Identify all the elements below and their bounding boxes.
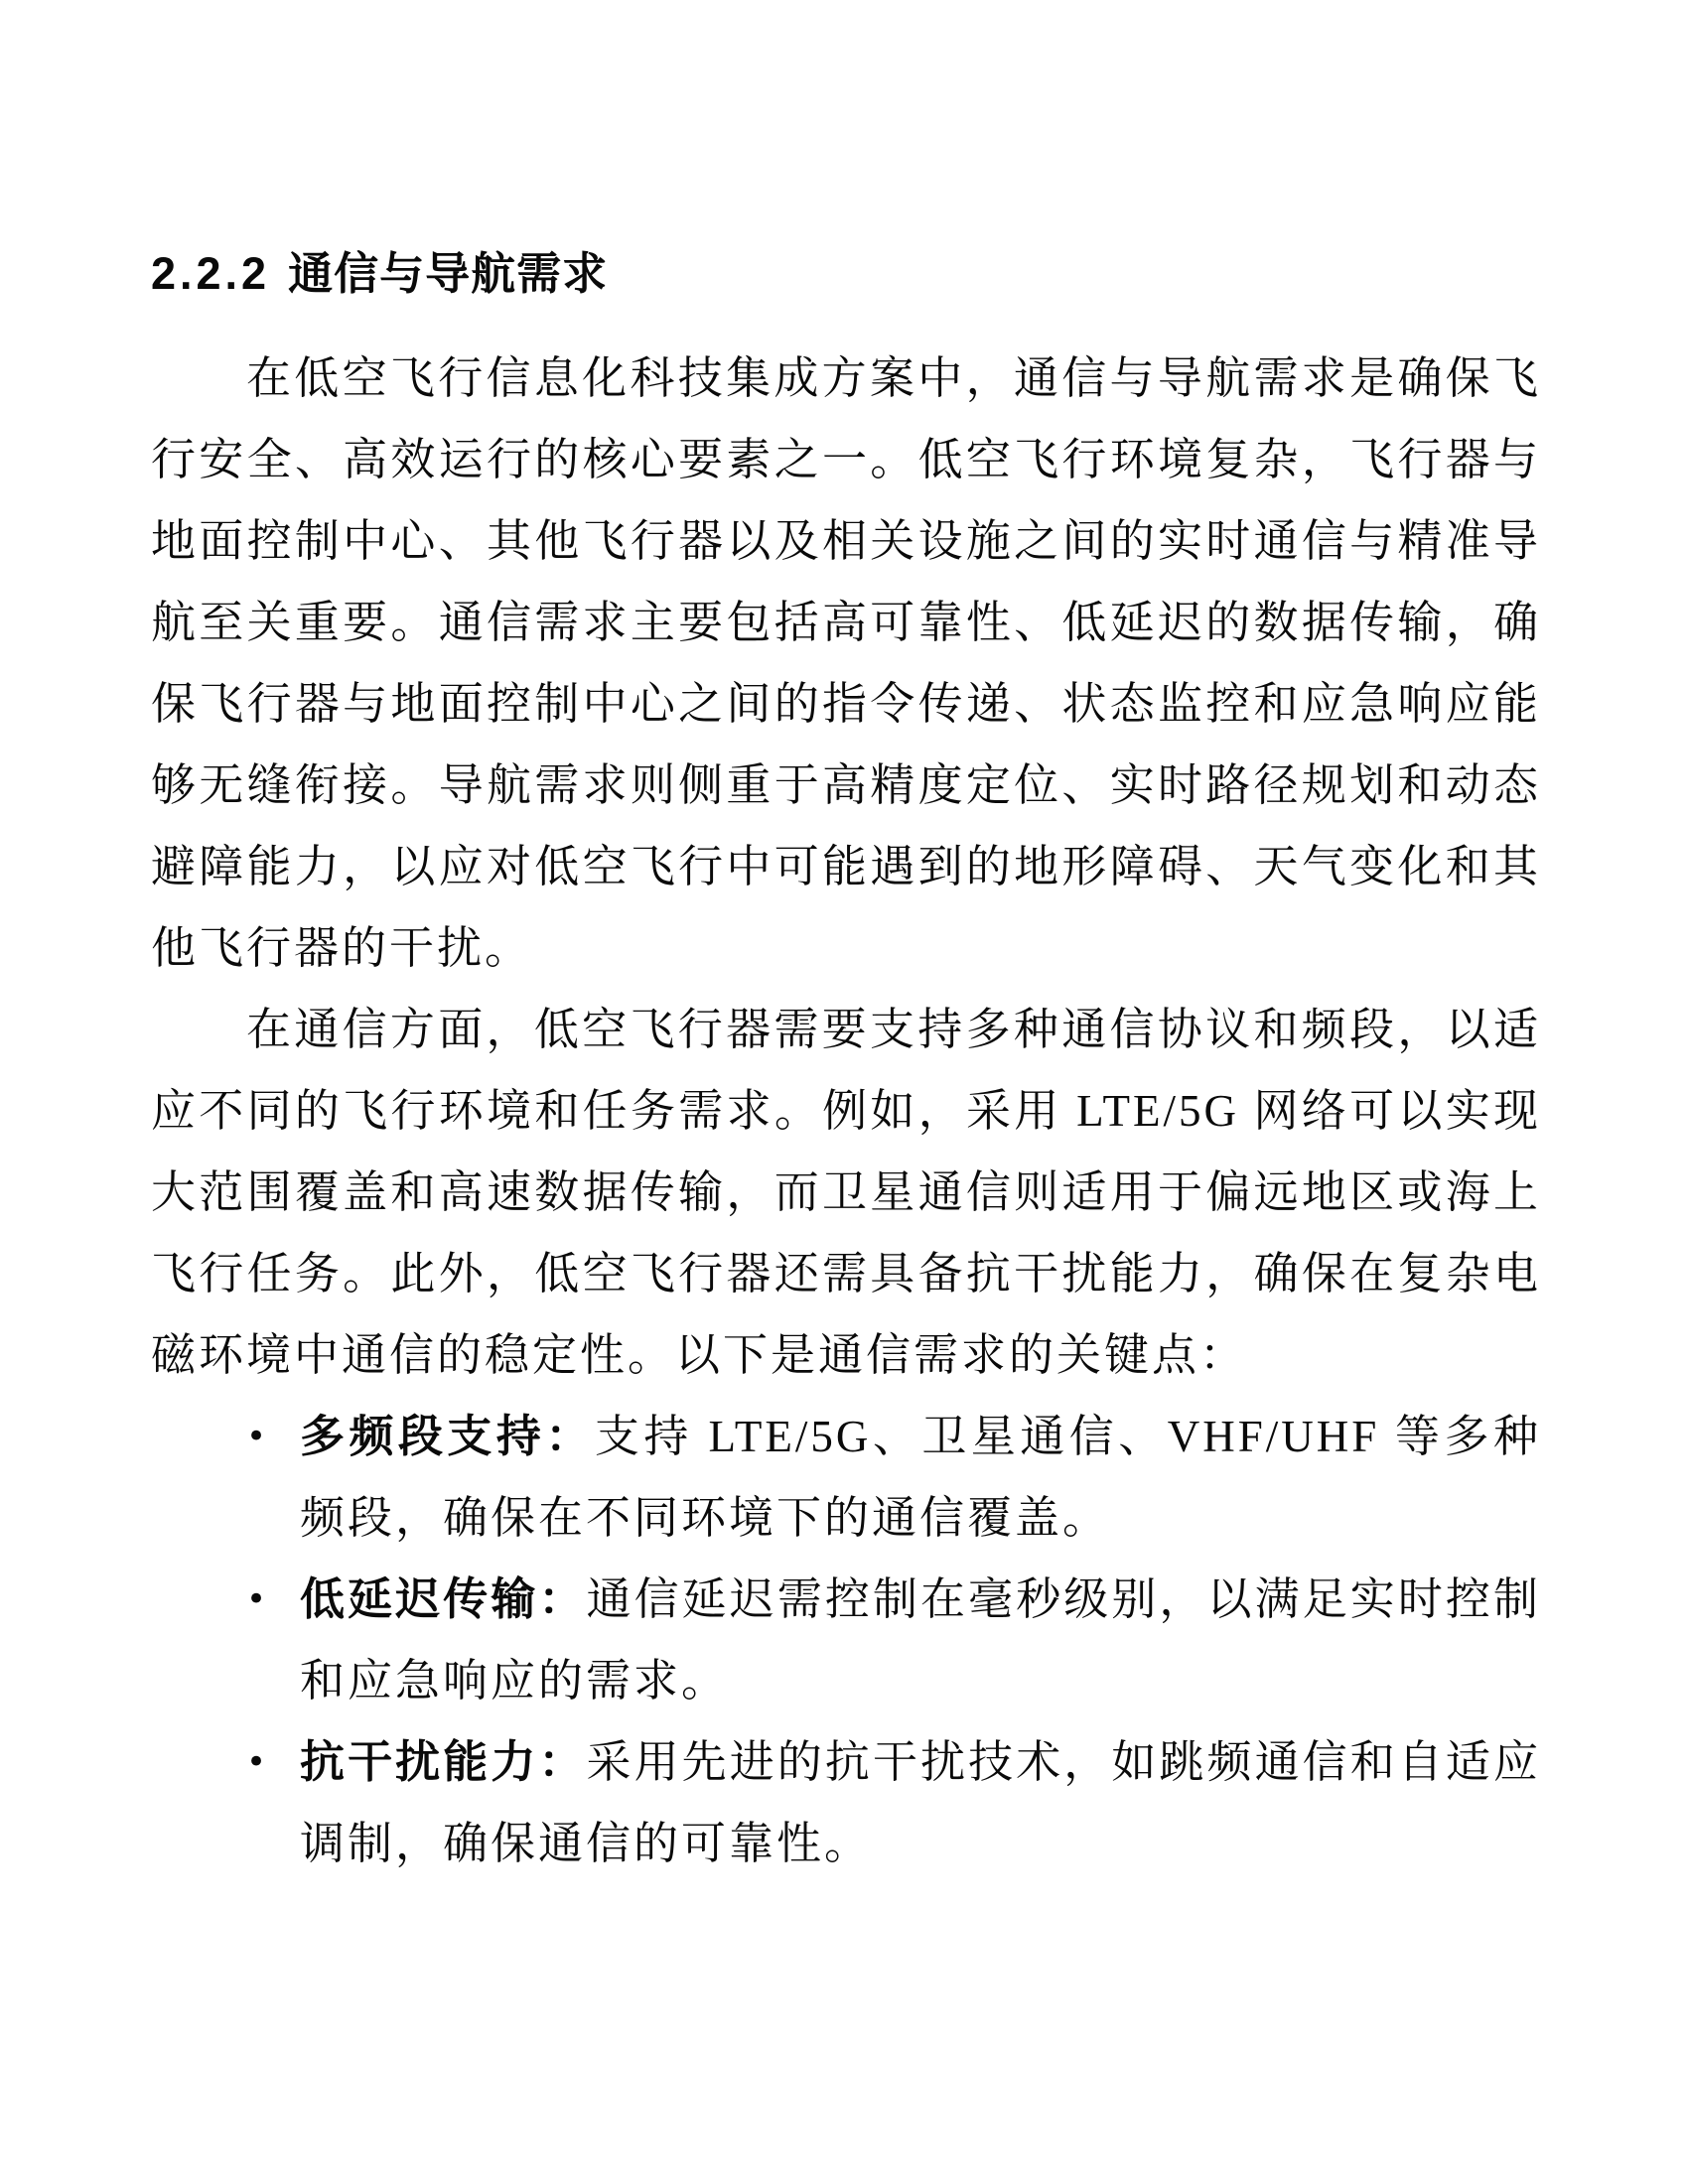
bullet-term: 抗干扰能力： [300, 1736, 587, 1787]
bullet-term: 低延迟传输： [300, 1573, 587, 1624]
bullet-term: 多频段支持： [300, 1411, 595, 1461]
bullet-item-anti-jamming [151, 1721, 1541, 1884]
page-content [151, 244, 1541, 1884]
paragraph-1: 在低空飞行信息化科技集成方案中，通信与导航需求是确保飞行安全、高效运行的核心要素之一。低空飞行环境复杂，飞行器与地面控制中心、其他飞行器以及相关设施之间的实时通信与精准导航至关重要。通信需求主要包括高可靠性、低延迟的数据传输，确保飞行器与地面控制中心之间的指令传递、状态监控和应急响应能够无缝衔接。导航需求则侧重于高精度定位、实时路径规划和动态避障能力，以应对低空飞行中可能遇到的地形障碍、天气变化和其他飞行器的干扰。 [151, 353, 1541, 973]
bullet-text: 采用先进的抗干扰技术，如跳频通信和自适应调制，确保通信的可靠性。 [300, 1737, 1541, 1868]
bullet-item-low-latency [151, 1559, 1541, 1721]
bullet-item-multiband [151, 1396, 1541, 1559]
section-title: 通信与导航需求 [288, 248, 609, 299]
section-number: 2.2.2 [151, 248, 271, 299]
bullet-text: 支持 LTE/5G、卫星通信、VHF/UHF 等多种频段，确保在不同环境下的通信覆盖。 [300, 1412, 1541, 1543]
section-body [151, 338, 1541, 1884]
bullet-icon: • [246, 1579, 270, 1619]
bullet-icon: • [246, 1417, 270, 1456]
bullet-icon: • [246, 1742, 270, 1782]
section-heading [151, 244, 1541, 304]
bullet-list [151, 1396, 1541, 1884]
bullet-text: 通信延迟需控制在毫秒级别，以满足实时控制和应急响应的需求。 [300, 1574, 1541, 1706]
paragraph-2: 在通信方面，低空飞行器需要支持多种通信协议和频段，以适应不同的飞行环境和任务需求。例如，采用 LTE/5G 网络可以实现大范围覆盖和高速数据传输，而卫星通信则适用于偏远地区或海上飞行任务。此外，低空飞行器还需具备抗干扰能力，确保在复杂电磁环境中通信的稳定性。以下是通信需求的关键点： [151, 1005, 1541, 1380]
